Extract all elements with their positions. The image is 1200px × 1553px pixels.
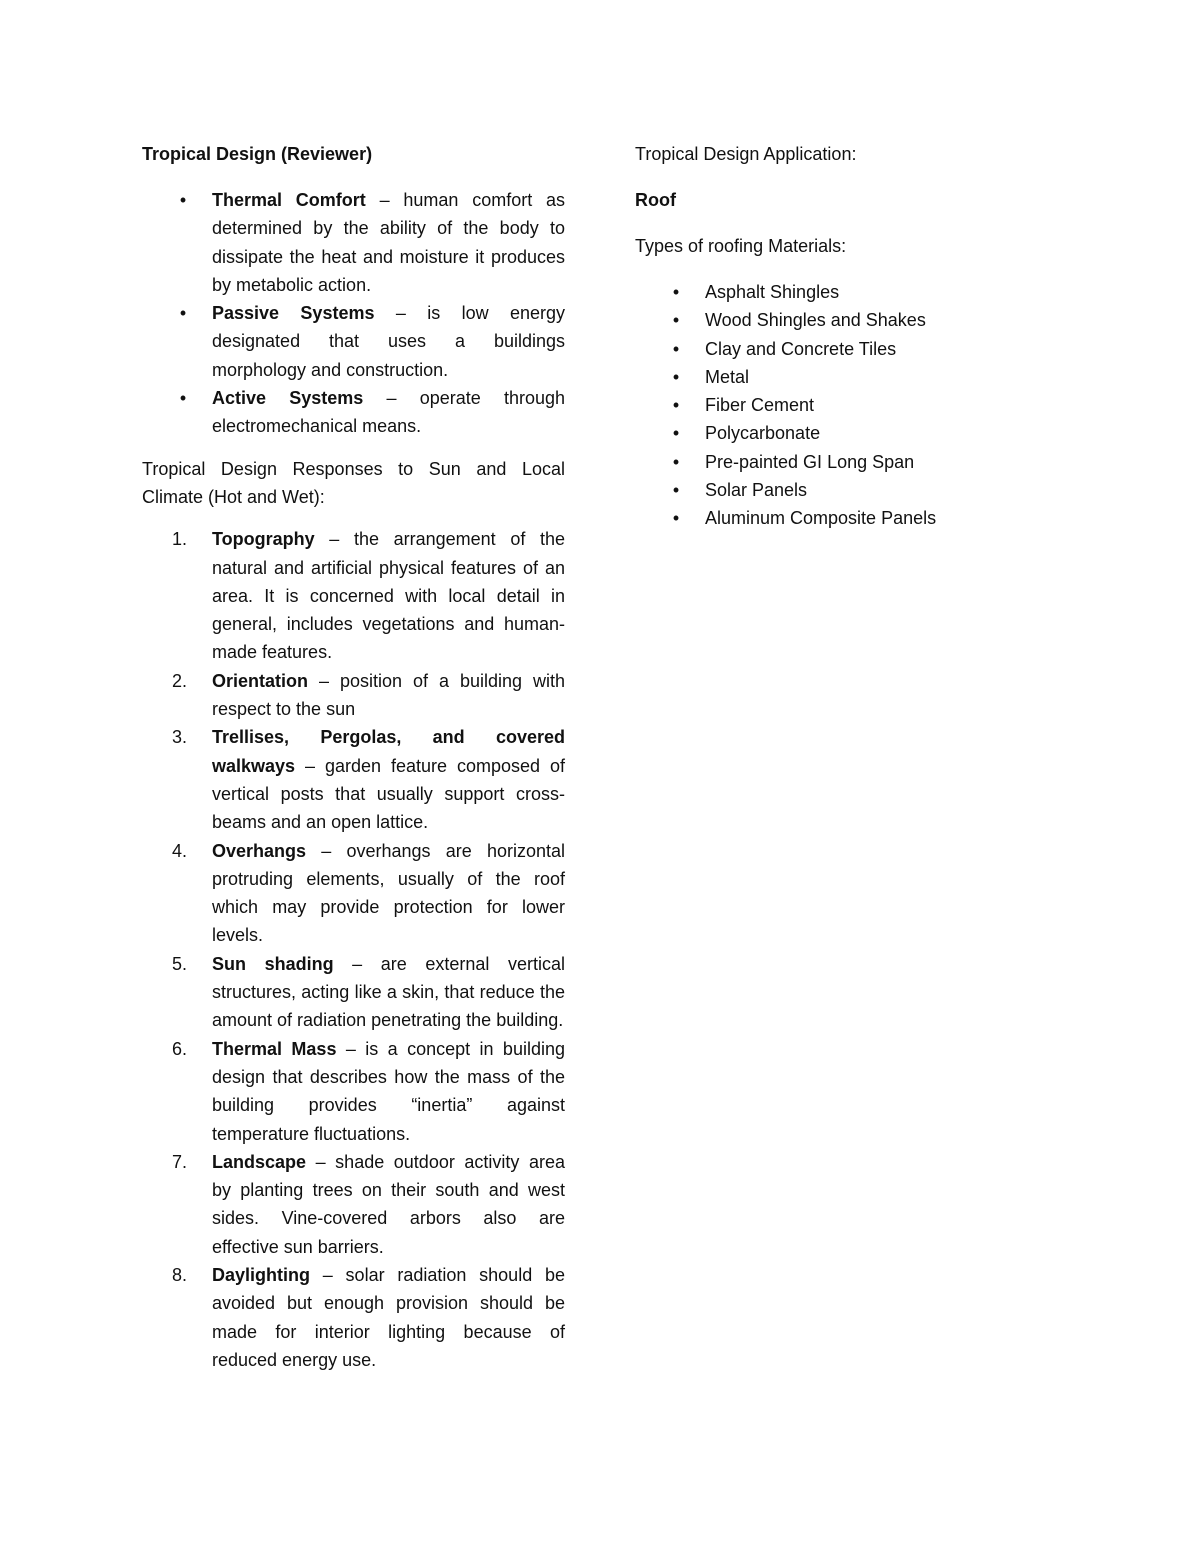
bullet-marker: • — [179, 388, 187, 409]
definition-text: – is low energy designated that uses a buildings morphology and construction. — [212, 303, 566, 380]
list-item — [635, 448, 1095, 476]
term: Sun shading — [212, 953, 334, 974]
list-item — [635, 278, 1095, 306]
material-label: Pre-painted GI Long Span — [705, 451, 915, 472]
term: Trellises, Pergolas, and covered walkways — [212, 727, 565, 776]
item-number: 7. — [172, 1151, 188, 1172]
list-item — [142, 723, 565, 836]
roofing-materials-list — [635, 278, 1095, 533]
list-item — [142, 186, 565, 299]
list-item — [142, 950, 565, 1035]
list-item — [142, 299, 565, 384]
definition-text: – garden feature composed of vertical posts that usually support cross-beams and an open lattice. — [212, 755, 565, 833]
material-label: Metal — [705, 366, 750, 387]
list-item — [635, 391, 1095, 419]
section-heading: Roof — [635, 190, 676, 210]
bullet-marker: • — [672, 423, 680, 444]
definitions-list — [142, 186, 565, 441]
term: Landscape — [212, 1151, 307, 1172]
responses-list — [142, 525, 565, 1374]
list-item — [142, 384, 565, 441]
item-number: 6. — [172, 1038, 188, 1059]
list-item — [635, 363, 1095, 391]
term: Overhangs — [212, 840, 307, 861]
bullet-marker: • — [672, 508, 680, 529]
item-number: 1. — [172, 529, 188, 550]
list-item — [142, 837, 565, 950]
term: Orientation — [212, 670, 309, 691]
term: Passive Systems — [212, 303, 375, 324]
right-column — [635, 140, 1095, 547]
item-number: 8. — [172, 1264, 188, 1285]
term: Thermal Comfort — [212, 190, 366, 210]
list-item — [635, 476, 1095, 504]
definition-text: – position of a building with respect to the sun — [212, 670, 565, 720]
definition-text: – operate through electromechanical means. — [212, 388, 565, 437]
bullet-marker: • — [672, 310, 680, 331]
item-number: 2. — [172, 670, 188, 691]
term: Thermal Mass — [212, 1038, 337, 1059]
definition-text: – shade outdoor activity area by planting trees on their south and west sides. Vine-covered arbors also are effective sun barriers. — [212, 1151, 565, 1257]
term: Active Systems — [212, 388, 364, 409]
bullet-marker: • — [672, 282, 680, 302]
material-label: Fiber Cement — [705, 395, 815, 416]
definition-text: – are external vertical structures, acting like a skin, that reduce the amount of radiation penetrating the building. — [212, 953, 566, 1031]
bullet-marker: • — [672, 480, 680, 501]
list-item — [635, 504, 1095, 532]
material-label: Asphalt Shingles — [705, 282, 840, 302]
definition-text: – overhangs are horizontal protruding elements, usually of the roof which may provide protection for lower levels. — [212, 840, 565, 946]
list-item — [142, 1035, 565, 1148]
bullet-marker: • — [179, 303, 187, 324]
material-label: Polycarbonate — [705, 423, 821, 444]
bullet-marker: • — [672, 338, 680, 359]
application-title: Tropical Design Application: — [635, 144, 857, 164]
list-item — [635, 335, 1095, 363]
item-number: 5. — [172, 953, 188, 974]
bullet-marker: • — [179, 190, 187, 210]
term: Topography — [212, 529, 315, 550]
responses-intro: Tropical Design Responses to Sun and Local Climate (Hot and Wet): — [142, 458, 565, 507]
definition-text: – is a concept in building design that describes how the mass of the building provides “inertia” against temperature fluctuations. — [212, 1038, 565, 1144]
list-item — [142, 667, 565, 724]
definition-text: – human comfort as determined by the ability of the body to dissipate the heat and moisture it produces by metabolic action. — [212, 190, 565, 295]
item-number: 3. — [172, 727, 188, 748]
definition-text: – the arrangement of the natural and artificial physical features of an area. It is concerned with local detail in general, includes vegetations and human-made features. — [212, 529, 565, 663]
types-label: Types of roofing Materials: — [635, 236, 847, 256]
material-label: Solar Panels — [705, 480, 808, 501]
material-label: Clay and Concrete Tiles — [705, 338, 897, 359]
list-item — [142, 525, 565, 666]
list-item — [635, 419, 1095, 447]
bullet-marker: • — [672, 395, 680, 416]
material-label: Aluminum Composite Panels — [705, 508, 937, 529]
term: Daylighting — [212, 1264, 310, 1285]
list-item — [635, 306, 1095, 334]
document-title: Tropical Design (Reviewer) — [142, 144, 373, 164]
item-number: 4. — [172, 840, 188, 861]
left-column — [142, 140, 565, 1388]
list-item — [142, 1148, 565, 1261]
list-item — [142, 1261, 565, 1374]
material-label: Wood Shingles and Shakes — [705, 310, 926, 331]
definition-text: – solar radiation should be avoided but enough provision should be made for interior lighting because of reduced energy use. — [212, 1264, 565, 1370]
bullet-marker: • — [672, 451, 680, 472]
bullet-marker: • — [672, 366, 680, 387]
